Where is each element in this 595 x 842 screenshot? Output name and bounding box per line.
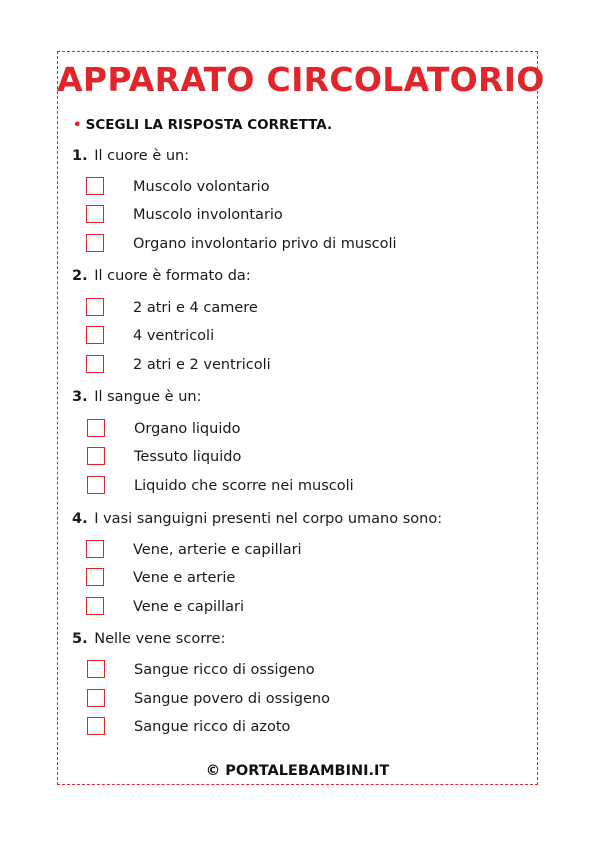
option-label: Liquido che scorre nei muscoli <box>134 478 354 494</box>
footer-credit: © PORTALEBAMBINI.IT <box>205 763 390 779</box>
option-label: 2 atri e 2 ventricoli <box>133 357 271 373</box>
option-label: Tessuto liquido <box>134 449 242 465</box>
question-number: 2. <box>72 268 88 284</box>
bullet-icon: • <box>73 117 82 133</box>
option-label: Vene e arterie <box>133 570 236 586</box>
option-label: Organo involontario privo di muscoli <box>133 236 397 252</box>
option-label: Sangue povero di ossigeno <box>134 691 330 707</box>
checkbox[interactable] <box>87 660 105 678</box>
option-label: Vene, arterie e capillari <box>133 542 302 558</box>
option-label: Muscolo involontario <box>133 207 283 223</box>
checkbox[interactable] <box>86 234 104 252</box>
option-label: 4 ventricoli <box>133 328 215 344</box>
option-label: 2 atri e 4 camere <box>133 300 258 316</box>
question-number: 3. <box>72 389 88 405</box>
checkbox[interactable] <box>86 355 104 373</box>
instruction-text: SCEGLI LA RISPOSTA CORRETTA. <box>85 117 333 133</box>
checkbox[interactable] <box>87 717 105 735</box>
checkbox[interactable] <box>86 326 104 344</box>
option-label: Muscolo volontario <box>133 179 270 195</box>
question-number: 1. <box>72 148 88 164</box>
checkbox[interactable] <box>86 298 104 316</box>
question-4 <box>72 511 442 527</box>
checkbox[interactable] <box>86 205 104 223</box>
question-1 <box>72 148 189 164</box>
question-text: Nelle vene scorre: <box>94 631 226 647</box>
checkbox[interactable] <box>87 689 105 707</box>
option-label: Sangue ricco di azoto <box>134 719 291 735</box>
checkbox[interactable] <box>87 476 105 494</box>
checkbox[interactable] <box>87 419 105 437</box>
question-number: 4. <box>72 511 88 527</box>
instruction <box>73 117 332 133</box>
question-text: Il cuore è un: <box>94 148 190 164</box>
question-2 <box>72 268 251 284</box>
checkbox[interactable] <box>86 177 104 195</box>
question-3 <box>72 389 201 405</box>
page-title: APPARATO CIRCOLATORIO <box>57 60 545 99</box>
question-number: 5. <box>72 631 88 647</box>
checkbox[interactable] <box>86 568 104 586</box>
question-text: Il cuore è formato da: <box>94 268 251 284</box>
question-5 <box>72 631 225 647</box>
question-text: Il sangue è un: <box>94 389 202 405</box>
option-label: Sangue ricco di ossigeno <box>134 662 315 678</box>
checkbox[interactable] <box>87 447 105 465</box>
question-text: I vasi sanguigni presenti nel corpo umano sono: <box>94 511 443 527</box>
option-label: Organo liquido <box>134 421 241 437</box>
checkbox[interactable] <box>86 540 104 558</box>
option-label: Vene e capillari <box>133 599 244 615</box>
checkbox[interactable] <box>86 597 104 615</box>
